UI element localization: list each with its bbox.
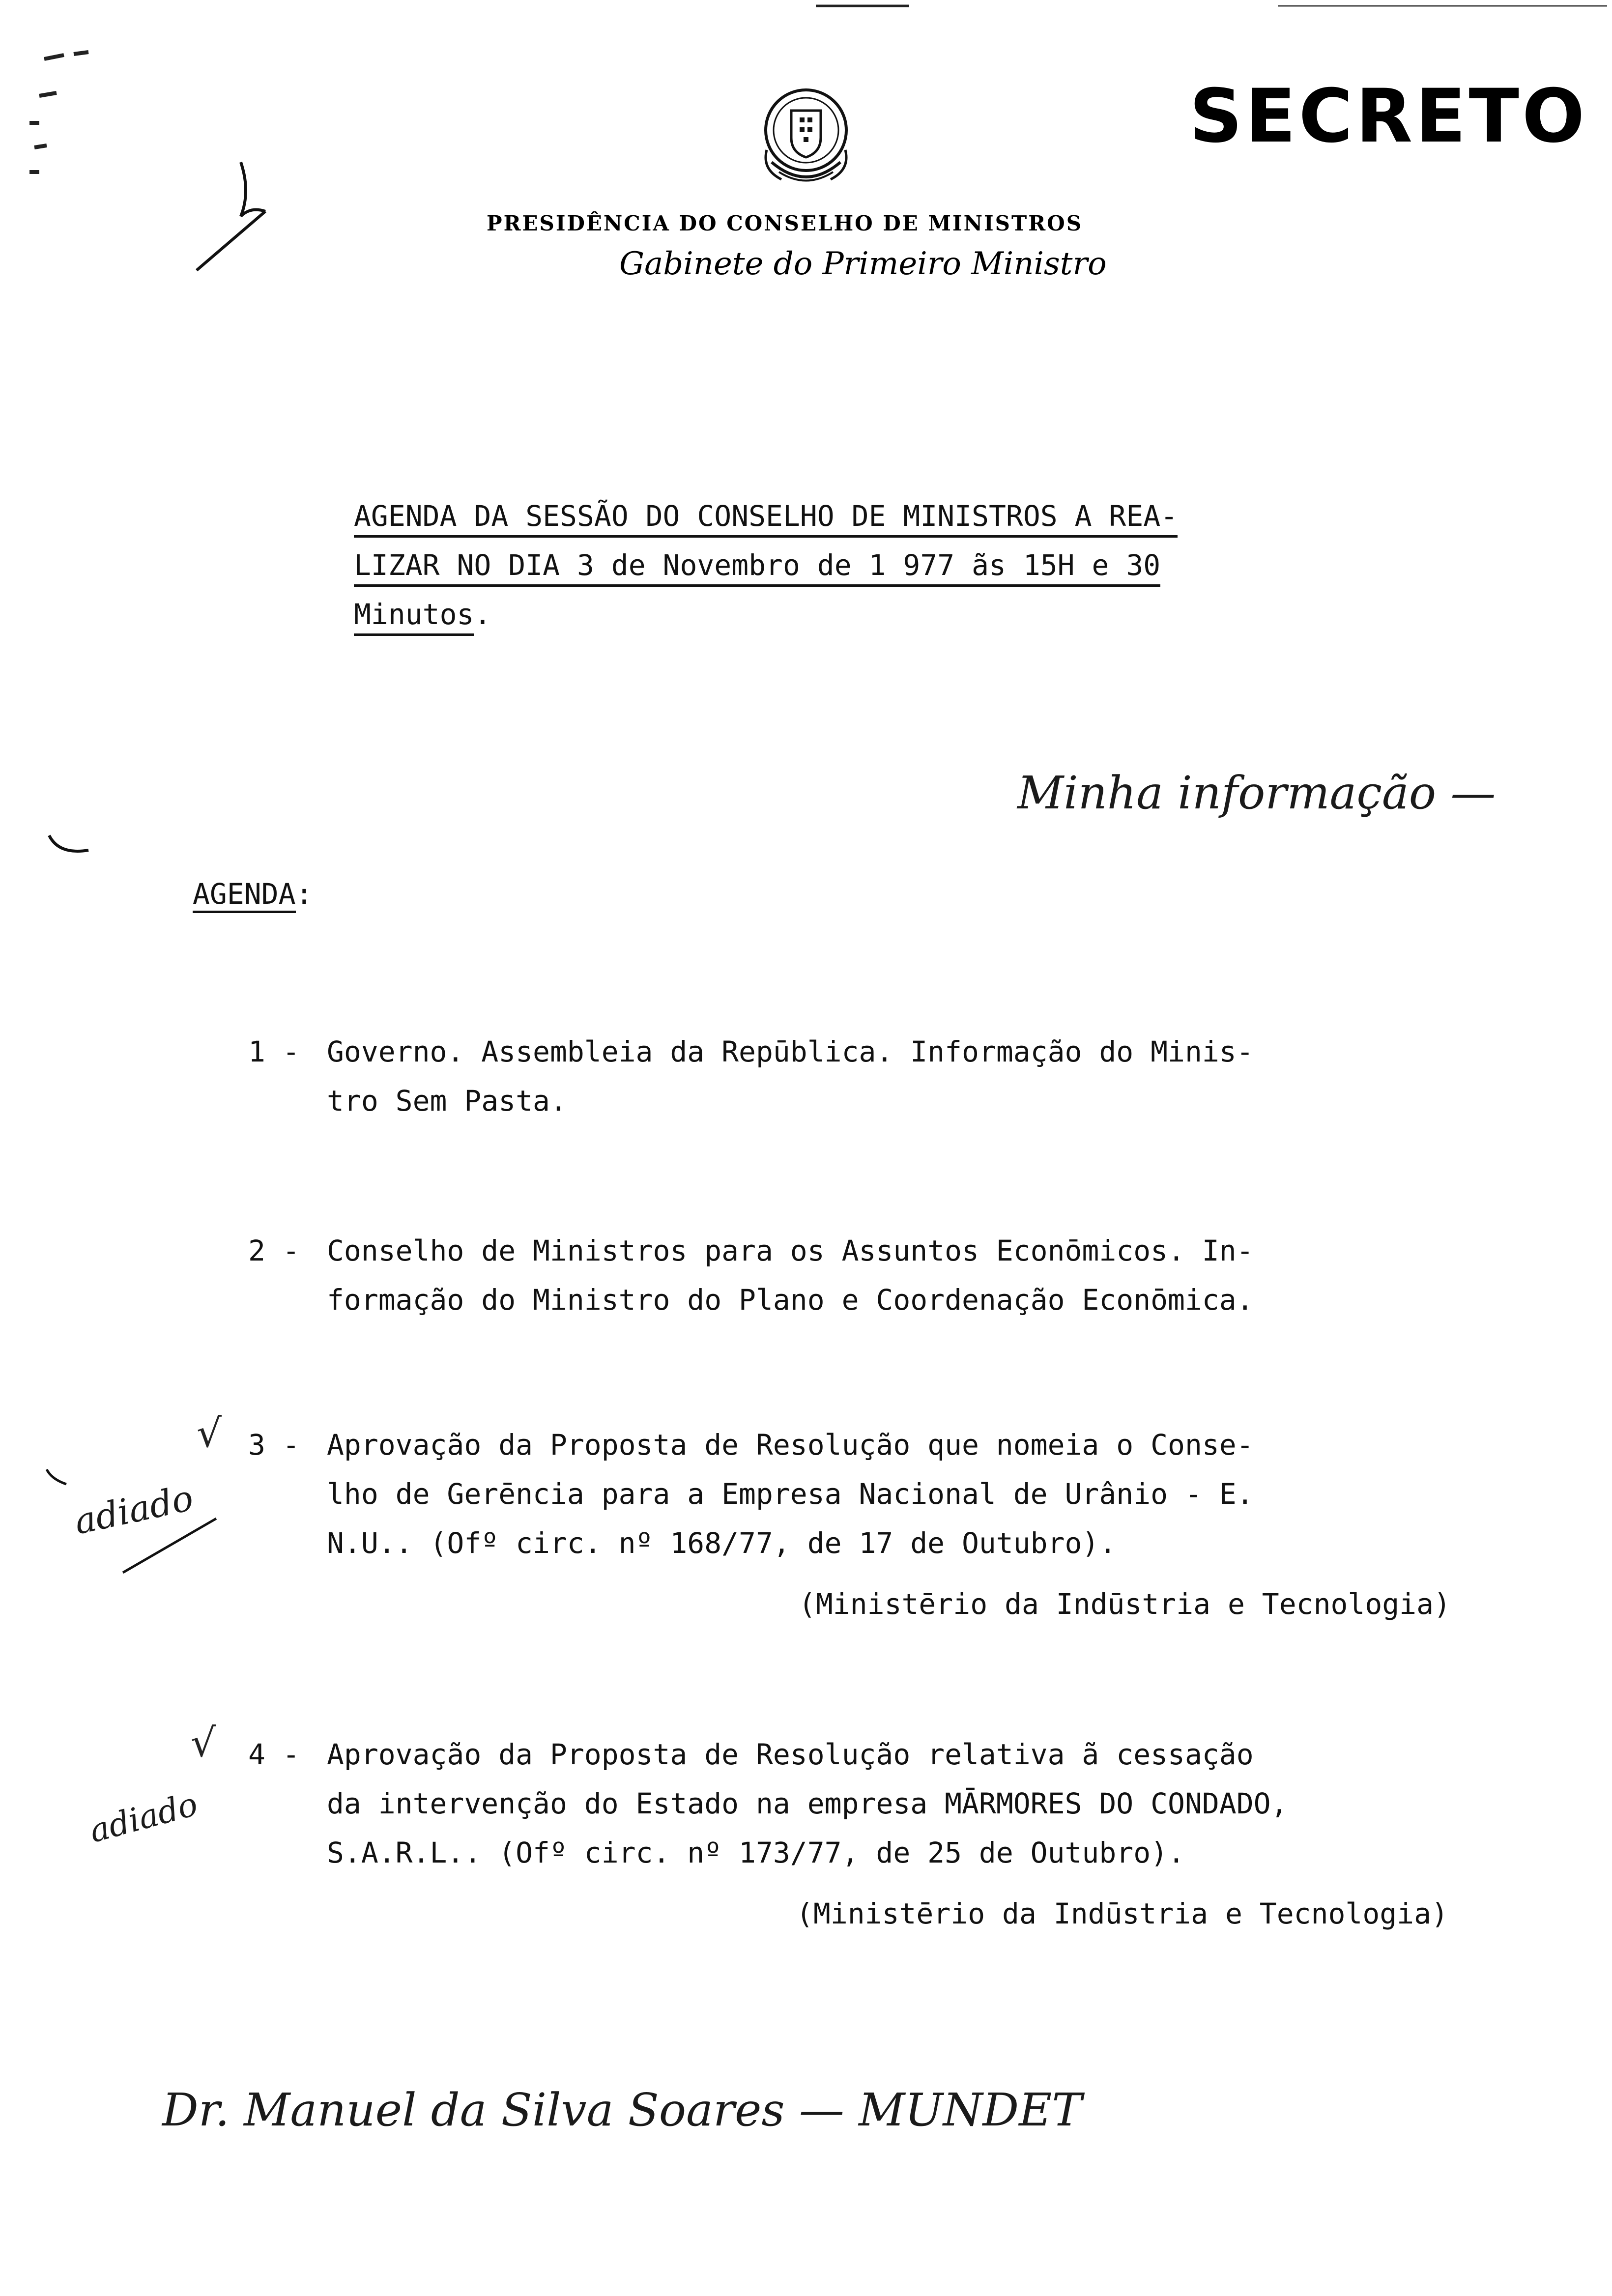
item-line: N.U.. (Ofº circ. nº 168/77, de 17 de Outubro). (327, 1526, 1117, 1560)
check-mark-item4: √ (191, 1720, 216, 1766)
item-3-ministry: (Ministērio da Indūstria e Tecnologia) (799, 1587, 1451, 1621)
agenda-item-1 (248, 1027, 1254, 1224)
cabinet-heading: Gabinete do Primeiro Ministro (619, 246, 1107, 282)
title-end: . (474, 598, 491, 631)
title-line-3: Minutos (354, 595, 474, 636)
item-line: tro Sem Pasta. (327, 1084, 567, 1118)
annotation-bottom: Dr. Manuel da Silva Soares — MUNDET (162, 2084, 1082, 2136)
item-line: Aprovação da Proposta de Resolução que nomeia o Conse- (327, 1428, 1254, 1462)
item-number: 4 - (248, 1738, 300, 1771)
margin-specks (29, 52, 88, 172)
document-title (354, 491, 1288, 639)
presidency-heading: PRESIDÊNCIA DO CONSELHO DE MINISTROS (487, 211, 1083, 235)
coat-of-arms-icon (745, 76, 867, 199)
item-line: formação do Ministro do Plano e Coordenação Econōmica. (327, 1283, 1254, 1317)
item-line: Conselho de Ministros para os Assuntos Econōmicos. In- (327, 1234, 1254, 1267)
agenda-label (193, 877, 313, 911)
item-number: 1 - (248, 1035, 300, 1068)
item-number: 3 - (248, 1428, 300, 1462)
margin-stroke-top (197, 162, 265, 270)
item-line: Aprovação da Proposta de Resolução relativa ã cessação (327, 1738, 1254, 1771)
item-text (327, 1730, 1288, 1877)
item-line: lho de Gerēncia para a Empresa Nacional de Urânio - E. (327, 1477, 1254, 1511)
check-mark-item3: √ (197, 1410, 222, 1456)
item-line: Governo. Assembleia da Repūblica. Informação do Minis- (327, 1035, 1254, 1068)
title-line-1: AGENDA DA SESSÃO DO CONSELHO DE MINISTROS A REA- (354, 497, 1178, 538)
agenda-item-2 (248, 1226, 1254, 1423)
item-number: 2 - (248, 1234, 300, 1267)
item-4-ministry: (Ministērio da Indūstria e Tecnologia) (796, 1897, 1448, 1930)
item-text (327, 1420, 1254, 1568)
classification-stamp: SECRETO (1189, 74, 1588, 159)
item-text (327, 1226, 1254, 1324)
agenda-label-text: AGENDA (193, 877, 296, 913)
item-text (327, 1027, 1254, 1125)
title-line-2: LIZAR NO DIA 3 de Novembro de 1 977 ãs 15H e 30 (354, 546, 1160, 587)
margin-tick-item3 (47, 1469, 66, 1484)
agenda-label-colon: : (295, 877, 313, 911)
margin-curve (49, 835, 88, 851)
item-line: da intervenção do Estado na empresa MĀRMORES DO CONDADO, (327, 1787, 1288, 1820)
annotation-item4-margin: adiado (85, 1785, 202, 1850)
item-line: S.A.R.L.. (Ofº circ. nº 173/77, de 25 de Outubro). (327, 1836, 1185, 1869)
annotation-item3-margin: adiado (70, 1477, 197, 1543)
annotation-top-right: Minha informação — (1017, 767, 1496, 819)
